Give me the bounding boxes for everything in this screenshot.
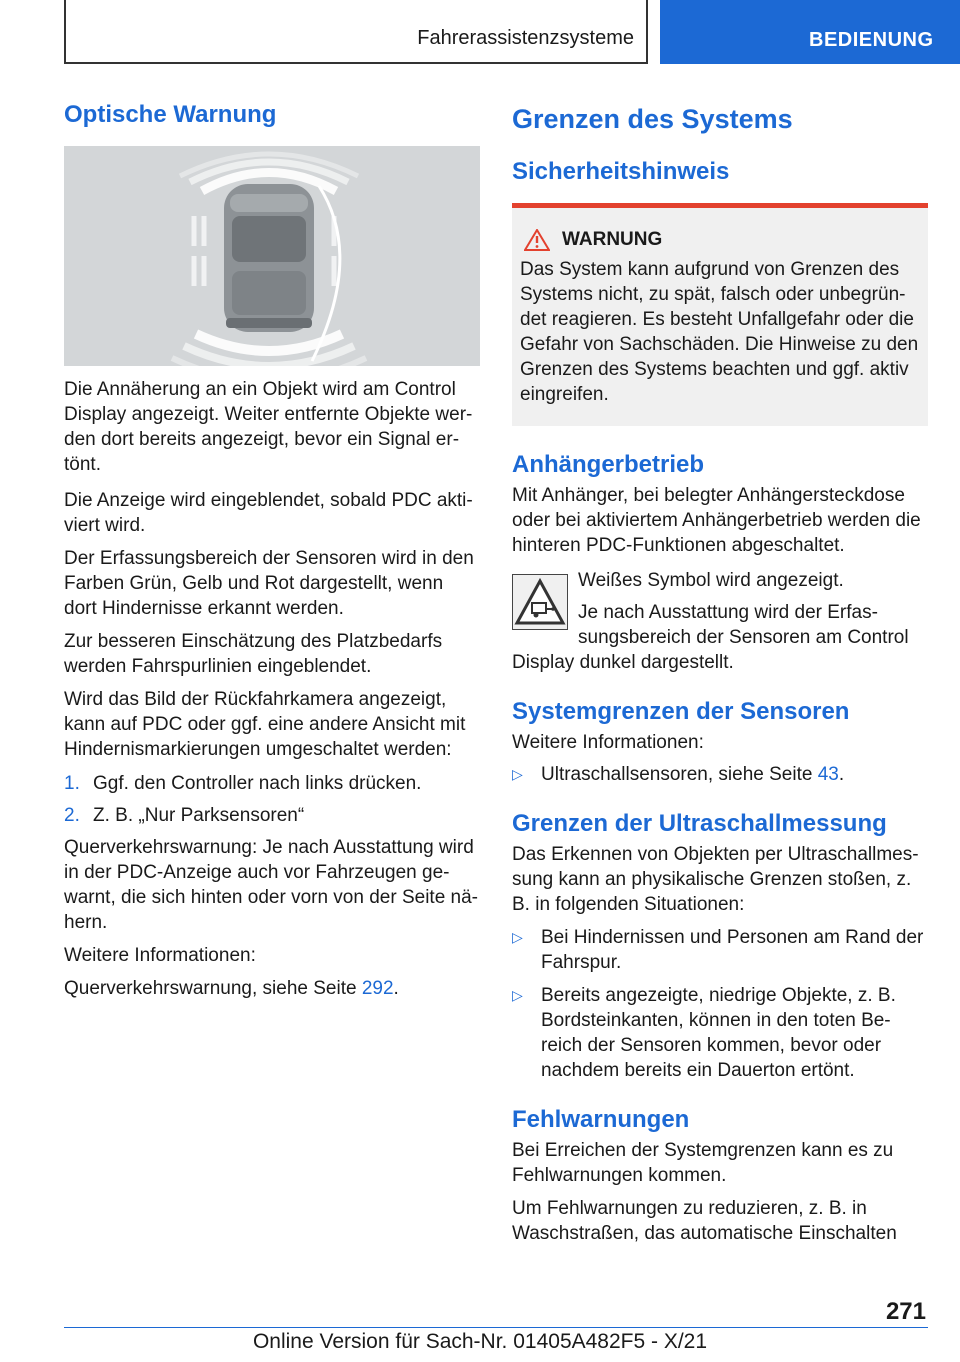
- anhaenger-text: Mit Anhänger, bei belegter Anhängersteckdose oder bei aktiviertem Anhängerbetrieb werden die hinteren PDC-Funktionen abgeschaltet.: [512, 485, 921, 556]
- paragraph-4: Zur besseren Einschätzung des Platzbedarfs werden Fahrspurlinien eingeblendet.: [64, 631, 443, 677]
- footer-divider: [64, 1327, 928, 1328]
- heading-grenzen-ultraschallmessung: Grenzen der Ultraschallmessung: [512, 810, 887, 837]
- footer-version-text: Online Version für Sach-Nr. 01405A482F5 - X/21: [252, 1330, 708, 1353]
- heading-sicherheitshinweis: Sicherheitshinweis: [512, 158, 730, 185]
- list-item: [512, 925, 928, 975]
- warning-text: Das System kann aufgrund von Grenzen des Systems nicht, zu spät, falsch oder unbegrün-det reagieren. Es besteht Unfallgefahr oder die Gefahr von Sachschäden. Die Hinweise zu den Grenzen des Systems beachten und ggf. aktiv eingreifen.: [520, 259, 919, 405]
- header-chapter-title: BEDIENUNG: [809, 29, 934, 51]
- reference-suffix: .: [393, 978, 399, 999]
- list-item: [64, 803, 480, 828]
- pdc-display-illustration: [64, 146, 480, 366]
- list-item: [64, 771, 480, 796]
- trailer-warning-icon: [513, 575, 567, 629]
- header-section-title: Fahrerassistenzsysteme: [417, 27, 634, 49]
- bullet-text: Bei Hindernissen und Personen am Rand der Fahrspur.: [541, 927, 924, 973]
- anhaenger-icon-text-2b: sungsbereich der Sensoren am Control: [578, 627, 909, 648]
- warning-title: WARNUNG: [562, 229, 663, 250]
- ultraschall-text: Das Erkennen von Objekten per Ultraschallmes-sung kann an physikalische Grenzen stoßen, z. B. in folgenden Situationen:: [512, 844, 919, 915]
- header-section-box: [64, 0, 648, 64]
- reference-text: Ultraschallsensoren, siehe Seite: [541, 764, 818, 785]
- bullet-text: Bereits angezeigte, niedrige Objekte, z. B. Bordsteinkanten, können in den toten Be-reich der Sensoren kommen, bevor oder nachdem bereits ein Dauerton ertönt.: [541, 985, 896, 1081]
- steps-list: [64, 771, 480, 828]
- left-column: [64, 96, 480, 1001]
- heading-grenzen-des-systems: Grenzen des Systems: [512, 104, 793, 134]
- bullet-text: [541, 762, 844, 787]
- triangle-bullet-icon: ▷: [512, 766, 523, 782]
- step-text: Z. B. „Nur Parksensoren“: [93, 805, 305, 826]
- anhaenger-icon-text-2a: Je nach Ausstattung wird der Erfas-: [578, 602, 878, 623]
- anhaenger-icon-text-1: Weißes Symbol wird angezeigt.: [578, 570, 844, 591]
- heading-fehlwarnungen: Fehlwarnungen: [512, 1106, 690, 1133]
- paragraph-1: Die Annäherung an ein Objekt wird am Control Display angezeigt. Weiter entfernte Objekte wer-den dort bereits angezeigt, bevor ein Signal er-tönt.: [64, 379, 473, 475]
- triangle-bullet-icon: ▷: [512, 929, 523, 945]
- page-number: 271: [885, 1298, 926, 1325]
- anhaenger-icon-block: [512, 568, 928, 675]
- triangle-bullet-icon: ▷: [512, 987, 523, 1003]
- header-chapter-tab: [660, 0, 960, 64]
- step-number: 2.: [64, 805, 80, 826]
- paragraph-5: Wird das Bild der Rückfahrkamera angezeigt, kann auf PDC oder ggf. eine andere Ansicht mit Hindernismarkierungen umgeschaltet werden:: [64, 689, 466, 760]
- paragraph-3: Der Erfassungsbereich der Sensoren wird in den Farben Grün, Gelb und Rot dargestellt, wenn dort Hindernisse erkannt werden.: [64, 548, 474, 619]
- reference-suffix: .: [838, 764, 845, 785]
- heading-systemgrenzen-sensoren: Systemgrenzen der Sensoren: [512, 698, 850, 725]
- heading-optische-warnung: Optische Warnung: [64, 101, 277, 128]
- pdc-car-image: [64, 146, 480, 366]
- paragraph-2: Die Anzeige wird eingeblendet, sobald PDC akti-viert wird.: [64, 490, 473, 536]
- warning-triangle-icon: [524, 229, 550, 251]
- warning-box: [512, 203, 928, 426]
- page-link-43[interactable]: 43: [817, 764, 839, 785]
- step-number: 1.: [64, 773, 80, 794]
- list-item: [512, 762, 928, 787]
- fehlwarnungen-text-2: Um Fehlwarnungen zu reduzieren, z. B. in Waschstraßen, das automatische Einschalten: [512, 1198, 897, 1244]
- trailer-symbol-frame: [512, 574, 568, 630]
- step-text: Ggf. den Controller nach links drücken.: [93, 773, 422, 794]
- warning-header: [520, 229, 920, 251]
- paragraph-6: Querverkehrswarnung: Je nach Ausstattung wird in der PDC-Anzeige auch vor Fahrzeugen ge-warnt, die sich hinten oder vorn von der Seite nä-hern.: [64, 837, 479, 933]
- anhaenger-icon-text-2c: Display dunkel dargestellt.: [512, 652, 734, 673]
- fehlwarnungen-text-1: Bei Erreichen der Systemgrenzen kann es zu Fehlwarnungen kommen.: [512, 1140, 894, 1186]
- paragraph-8: [64, 976, 480, 1001]
- reference-text: Querverkehrswarnung, siehe Seite: [64, 978, 362, 999]
- page-link-292[interactable]: 292: [361, 978, 394, 999]
- paragraph-7: Weitere Informationen:: [64, 945, 256, 966]
- heading-anhaengerbetrieb: Anhängerbetrieb: [512, 451, 705, 478]
- systemgrenzen-text: Weitere Informationen:: [512, 732, 704, 753]
- list-item: [512, 983, 928, 1083]
- right-column: [512, 96, 928, 1246]
